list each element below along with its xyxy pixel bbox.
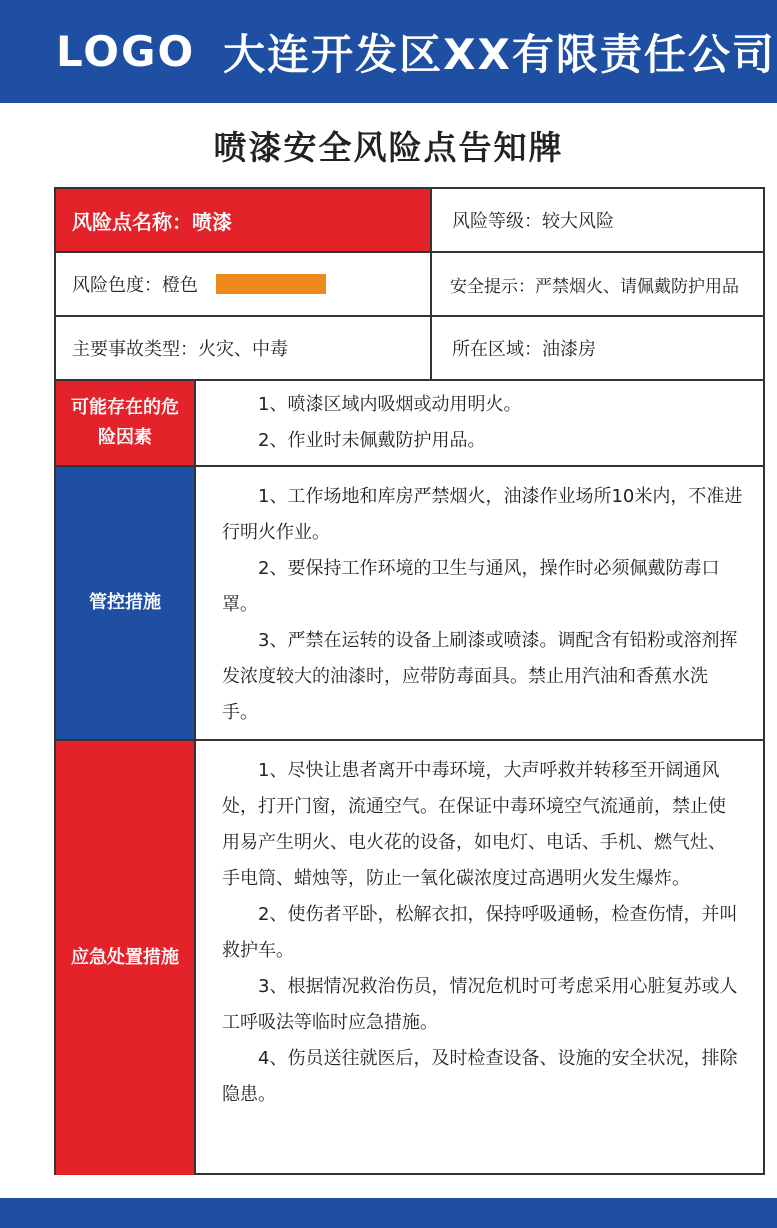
- emergency-item: 4、伤员送往就医后，及时检查设备、设施的安全状况，排除隐患。: [222, 1048, 738, 1105]
- hazards-label-text: 可能存在的危险因素: [71, 397, 179, 448]
- logo: LOGO: [56, 27, 196, 76]
- risk-point-name: 风险点名称：喷漆: [56, 189, 432, 251]
- emergency-item: 3、根据情况救治伤员，情况危机时可考虑采用心脏复苏或人工呼吸法等临时应急措施。: [222, 976, 738, 1033]
- footer-band: [0, 1198, 777, 1228]
- hazards-content: [196, 381, 765, 465]
- header-banner: [0, 0, 777, 103]
- risk-color-cell: [56, 253, 432, 315]
- company-name: 大连开发区XX有限责任公司: [223, 29, 776, 79]
- risk-color-label: 风险色度：橙色: [72, 275, 198, 296]
- hazard-item: 1、喷漆区域内吸烟或动用明火。: [258, 394, 522, 415]
- hazard-item: 2、作业时未佩戴防护用品。: [258, 430, 486, 451]
- info-row-2: [56, 253, 763, 317]
- control-item: 3、严禁在运转的设备上刷漆或喷漆。调配含有铅粉或溶剂挥发浓度较大的油漆时，应带防毒面具。禁止用汽油和香蕉水洗手。: [222, 630, 738, 723]
- hazards-label: [56, 381, 196, 465]
- risk-color-swatch: [216, 274, 326, 294]
- notice-board: [54, 187, 765, 1175]
- emergency-item: 2、使伤者平卧，松解衣扣，保持呼吸通畅，检查伤情，并叫救护车。: [222, 904, 738, 961]
- emergency-item: 1、尽快让患者离开中毒环境，大声呼救并转移至开阔通风处，打开门窗，流通空气。在保证中毒环境空气流通前，禁止使用易产生明火、电火花的设备，如电灯、电话、手机、燃气灶、手电筒、蜡烛等，防止一氧化碳浓度过高遇明火发生爆炸。: [222, 760, 726, 889]
- controls-content: [196, 467, 765, 739]
- control-item: 1、工作场地和库房严禁烟火，油漆作业场所10米内，不准进行明火作业。: [222, 486, 743, 543]
- info-row-3: [56, 317, 763, 381]
- controls-section: [56, 467, 763, 741]
- info-row-1: [56, 189, 763, 253]
- risk-level: 风险等级：较大风险: [452, 211, 614, 232]
- emergency-section: [56, 741, 763, 1175]
- hazards-section: [56, 381, 763, 467]
- page-title: 喷漆安全风险点告知牌: [213, 128, 564, 167]
- area: 所在区域：油漆房: [452, 339, 596, 360]
- safety-tip: 安全提示：严禁烟火、请佩戴防护用品: [450, 276, 739, 297]
- emergency-label: 应急处置措施: [56, 741, 196, 1175]
- control-item: 2、要保持工作环境的卫生与通风，操作时必须佩戴防毒口罩。: [222, 558, 720, 615]
- accident-type: 主要事故类型：火灾、中毒: [56, 317, 432, 379]
- controls-label: 管控措施: [56, 467, 196, 739]
- emergency-content: [196, 741, 765, 1175]
